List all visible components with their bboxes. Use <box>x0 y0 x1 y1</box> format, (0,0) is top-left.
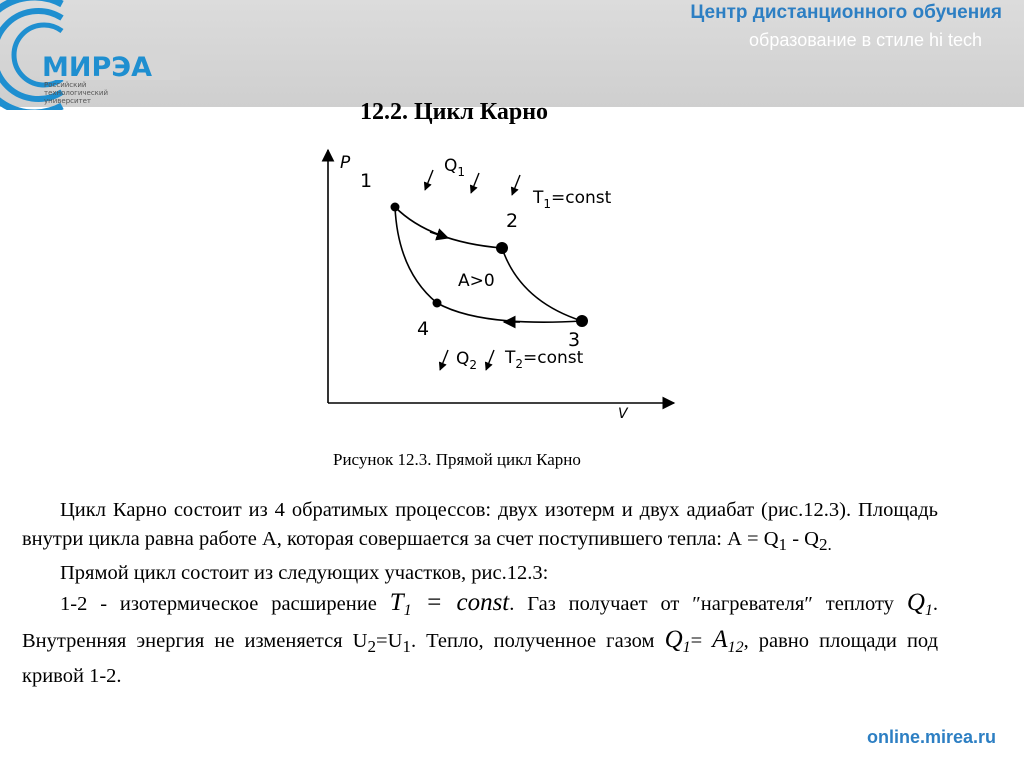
isotherm-1-2 <box>395 207 502 248</box>
figure-caption: Рисунок 12.3. Прямой цикл Карно <box>333 450 581 469</box>
point-1-label: 1 <box>360 170 373 192</box>
logo-sub-3: университет <box>44 97 92 105</box>
q2-label: $Q_2$ <box>456 349 478 372</box>
adiabat-2-3 <box>502 248 582 321</box>
arrow-1-2 <box>430 232 448 238</box>
paragraph-2: Прямой цикл состоит из следующих участков, рис.12.3: <box>60 562 549 585</box>
heat-in-arrow-3 <box>512 175 520 195</box>
body-text <box>22 496 938 691</box>
footer-site-link[interactable]: online.mirea.ru <box>866 727 996 747</box>
point-2-label: 2 <box>506 210 519 232</box>
page-title: 12.2. Цикл Карно <box>360 99 549 125</box>
point-3-label: 3 <box>568 329 581 351</box>
point-2-marker <box>496 242 508 254</box>
axis-v-label: V <box>618 406 628 422</box>
logo-sub-1: Российский <box>44 81 87 89</box>
heat-in-arrow-1 <box>425 170 433 190</box>
heat-in-arrow-2 <box>471 173 479 193</box>
t2-label: $T_2=const$ <box>505 348 584 371</box>
adiabat-4-1 <box>395 207 437 303</box>
work-label: A>0 <box>458 271 495 291</box>
point-3-marker <box>576 315 588 327</box>
logo-sub-2: технологический <box>44 89 108 97</box>
point-1-marker <box>391 203 400 212</box>
paragraph-1: Цикл Карно состоит из 4 обратимых процессов: двух изотерм и двух адиабат (рис.12.3). Площадь внутри цикла равна работе А, которая совершается за счет поступившего тепла: $А = Q_1 - Q_{2.}$ <box>22 499 938 555</box>
point-4-marker <box>433 299 442 308</box>
paragraph-3: 1-2 - изотермическое расширение $T_1$ = const. Газ получает от ″нагревателя″ теплоту $Q_1$. Внутренняя энергия не изменяется $U_2=U_1$. Тепло, полученное газом $Q_1= A_{12}$, равно площади под кривой 1-2. <box>22 589 938 688</box>
axis-p-label: P <box>340 153 351 173</box>
org-title: Центр дистанционного обучения <box>690 2 1002 23</box>
q1-label: $Q_1$ <box>444 156 466 179</box>
heat-out-arrow-2 <box>486 350 494 370</box>
mirea-logo <box>0 0 180 110</box>
t1-label: $T_1=const$ <box>533 188 612 211</box>
logo-name: МИРЭА <box>42 52 152 83</box>
org-subtitle: образование в стиле hi tech <box>749 30 982 50</box>
carnot-cycle-diagram <box>320 146 680 431</box>
heat-out-arrow-1 <box>440 350 448 370</box>
point-4-label: 4 <box>417 318 430 340</box>
